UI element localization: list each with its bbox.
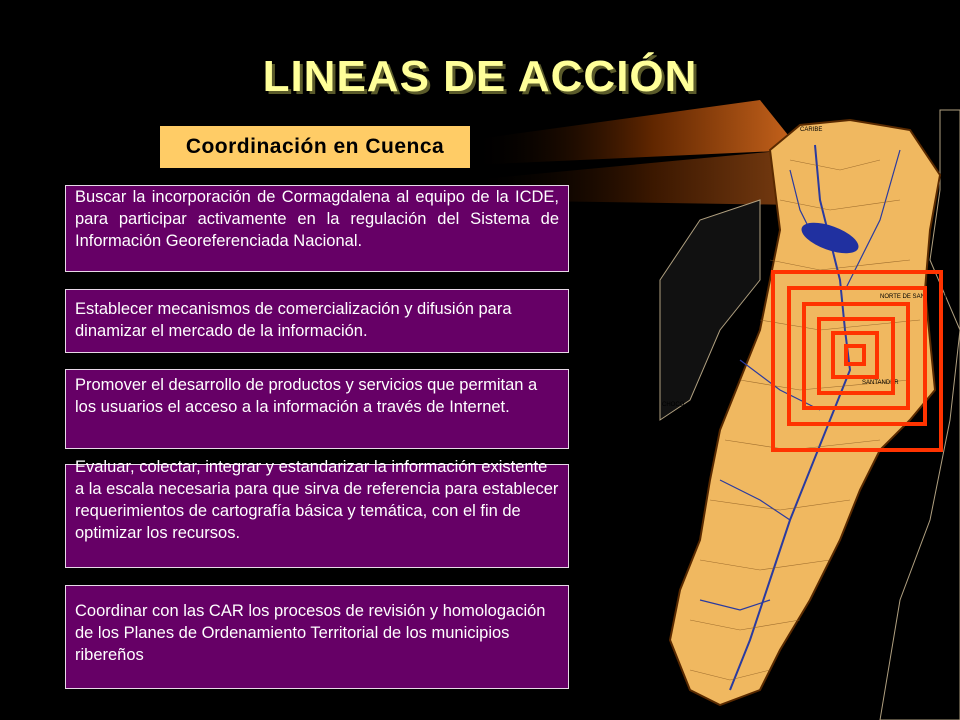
action-box-1 [65, 185, 569, 272]
section-subtitle: Coordinación en Cuenca [160, 126, 470, 168]
action-text-1: Buscar la incorporación de Cormagdalena al equipo de la ICDE, para participar activamente en la regulación del Sistema de Información Georeferenciada Nacional. [75, 188, 559, 250]
action-box-3 [65, 369, 569, 449]
action-text-2: Establecer mecanismos de comercialización y difusión para dinamizar el mercado de la información. [75, 300, 512, 340]
action-box-2 [65, 289, 569, 353]
action-box-4 [65, 458, 569, 568]
action-text-4: Evaluar, colectar, integrar y estandarizar la información existente a la escala necesaria para que sirva de referencia para establecer requerimientos de cartografía básica y temática, con el fin de optimizar los recursos. [75, 458, 559, 542]
basin-shape [670, 120, 940, 705]
action-text-5: Coordinar con las CAR los procesos de revisión y homologación de los Planes de Ordenamiento Territorial de los municipios ribereños [75, 602, 546, 664]
map-label-santander: SANTANDER [862, 380, 899, 386]
map-label-top: CARIBE [800, 127, 823, 133]
action-box-5 [65, 585, 569, 689]
action-text-3: Promover el desarrollo de productos y servicios que permitan a los usuarios el acceso a la información a través de Internet. [75, 376, 538, 416]
slide-title: LINEAS DE ACCIÓN [262, 52, 698, 101]
map-label-choco: CHOCO [662, 402, 685, 408]
basin-map [620, 100, 960, 720]
map-label-nort: NORTE DE SANTANDER [880, 294, 950, 300]
